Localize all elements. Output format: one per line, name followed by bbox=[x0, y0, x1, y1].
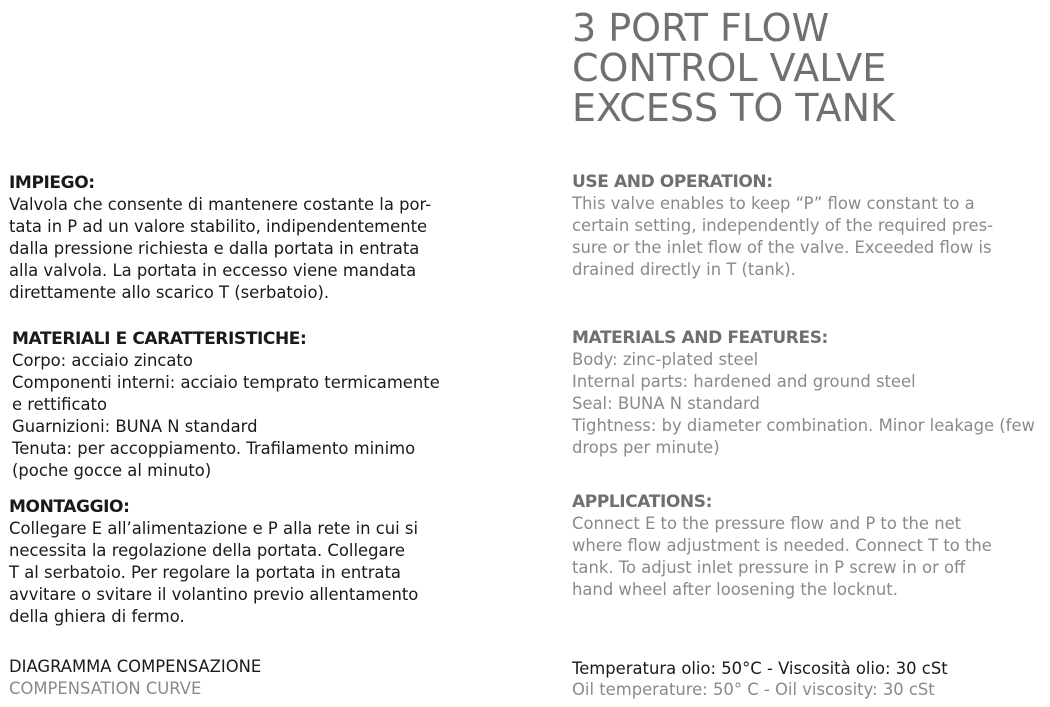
italian-mounting-line: della ghiera di fermo. bbox=[9, 607, 185, 626]
italian-usage-heading: IMPIEGO: bbox=[9, 173, 95, 193]
italian-usage-line: tata in P ad un valore stabilito, indipendentemente bbox=[9, 217, 428, 236]
italian-mounting-line: T al serbatoio. Per regolare la portata in entrata bbox=[9, 563, 401, 582]
english-materials-line: drops per minute) bbox=[572, 438, 720, 457]
italian-materials-heading: MATERIALI E CARATTERISTICHE: bbox=[12, 329, 307, 349]
english-usage-heading: USE AND OPERATION: bbox=[572, 172, 773, 192]
italian-mounting-line: avvitare o svitare il volantino previo allentamento bbox=[9, 585, 419, 604]
italian-usage-line: Valvola che consente di mantenere costante la por- bbox=[9, 195, 432, 214]
italian-materials-line: Tenuta: per accoppiamento. Trafilamento minimo bbox=[12, 439, 416, 458]
english-materials-line: Body: zinc-plated steel bbox=[572, 350, 759, 369]
title-line-3: EXCESS TO TANK bbox=[572, 86, 895, 130]
english-applications-line: tank. To adjust inlet pressure in P screw in or off bbox=[572, 558, 966, 577]
italian-usage-line: direttamente allo scarico T (serbatoio). bbox=[9, 283, 330, 302]
italian-materials-line: Guarnizioni: BUNA N standard bbox=[12, 417, 258, 436]
english-materials-heading: MATERIALS AND FEATURES: bbox=[572, 328, 828, 348]
title-line-2: CONTROL VALVE bbox=[572, 46, 887, 90]
italian-materials-line: (poche gocce al minuto) bbox=[12, 461, 212, 480]
english-materials-section bbox=[572, 327, 1035, 459]
english-materials-line: Internal parts: hardened and ground steel bbox=[572, 372, 916, 391]
italian-materials-line: Componenti interni: acciaio temprato termicamente bbox=[12, 373, 440, 392]
english-usage-line: sure or the inlet flow of the valve. Exceeded flow is bbox=[572, 238, 992, 257]
oil-conditions bbox=[572, 658, 948, 700]
english-usage-line: drained directly in T (tank). bbox=[572, 260, 796, 279]
italian-mounting-heading: MONTAGGIO: bbox=[9, 497, 130, 517]
english-applications-section bbox=[572, 491, 992, 601]
english-applications-line: Connect E to the pressure flow and P to the net bbox=[572, 514, 962, 533]
oil-conditions-italian: Temperatura olio: 50°C - Viscosità olio: 30 cSt bbox=[572, 659, 948, 678]
english-applications-line: hand wheel after loosening the locknut. bbox=[572, 580, 898, 599]
page-title bbox=[572, 8, 895, 128]
english-materials-line: Seal: BUNA N standard bbox=[572, 394, 760, 413]
italian-usage-line: alla valvola. La portata in eccesso viene mandata bbox=[9, 261, 417, 280]
italian-mounting-line: necessita la regolazione della portata. Collegare bbox=[9, 541, 406, 560]
curve-caption-italian: DIAGRAMMA COMPENSAZIONE bbox=[9, 657, 262, 676]
title-line-1: 3 PORT FLOW bbox=[572, 6, 830, 50]
oil-conditions-english: Oil temperature: 50° C - Oil viscosity: 30 cSt bbox=[572, 680, 935, 699]
italian-usage-line: dalla pressione richiesta e dalla portata in entrata bbox=[9, 239, 420, 258]
english-usage-line: certain setting, independently of the required pres- bbox=[572, 216, 994, 235]
english-applications-line: where flow adjustment is needed. Connect T to the bbox=[572, 536, 992, 555]
curve-caption-english: COMPENSATION CURVE bbox=[9, 679, 202, 698]
italian-materials-line: Corpo: acciaio zincato bbox=[12, 351, 193, 370]
italian-materials-section bbox=[12, 328, 440, 482]
italian-usage-section bbox=[9, 172, 431, 304]
english-applications-heading: APPLICATIONS: bbox=[572, 492, 712, 512]
italian-materials-line: e rettificato bbox=[12, 395, 107, 414]
compensation-curve-caption bbox=[9, 656, 261, 700]
english-usage-line: This valve enables to keep “P” flow constant to a bbox=[572, 194, 975, 213]
english-materials-line: Tightness: by diameter combination. Minor leakage (few bbox=[572, 416, 1035, 435]
italian-mounting-section bbox=[9, 496, 418, 628]
english-usage-section bbox=[572, 171, 993, 281]
italian-mounting-line: Collegare E all’alimentazione e P alla rete in cui si bbox=[9, 519, 419, 538]
